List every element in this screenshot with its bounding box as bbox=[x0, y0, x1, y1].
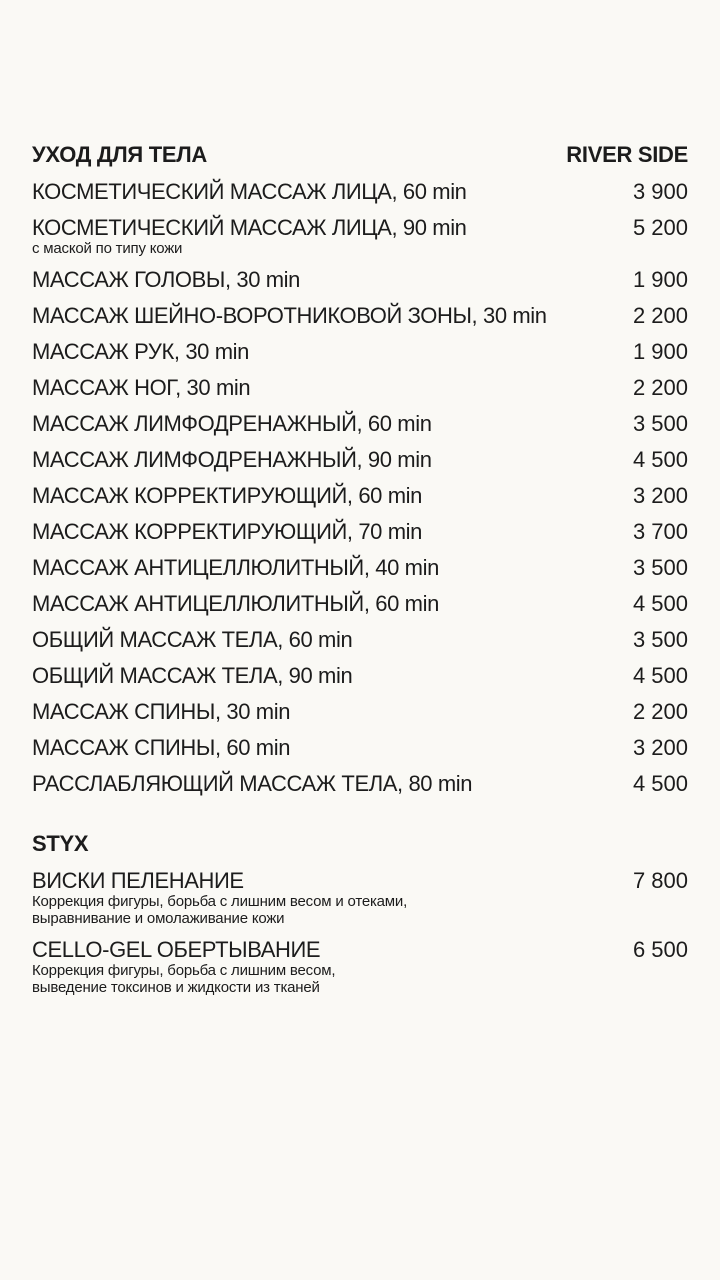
menu-item bbox=[32, 869, 688, 928]
menu-item bbox=[32, 376, 688, 399]
menu-item-price: 7 800 bbox=[632, 867, 688, 893]
section-header bbox=[32, 143, 688, 166]
menu-item bbox=[32, 304, 688, 327]
menu-item-name: МАССАЖ ЛИМФОДРЕНАЖНЫЙ, 60 min bbox=[32, 410, 432, 436]
menu-item bbox=[32, 556, 688, 579]
menu-item bbox=[32, 340, 688, 363]
menu-item-note-line: выравнивание и омолаживание кожи bbox=[32, 910, 285, 927]
menu-item bbox=[32, 448, 688, 471]
menu-item-name: МАССАЖ КОРРЕКТИРУЮЩИЙ, 70 min bbox=[32, 518, 422, 544]
menu-item-price: 2 200 bbox=[632, 302, 688, 328]
menu-item-price: 3 700 bbox=[632, 518, 688, 544]
section-title: УХОД ДЛЯ ТЕЛА bbox=[32, 142, 207, 167]
price-column-header: RIVER SIDE bbox=[566, 142, 688, 167]
menu-item-name: МАССАЖ НОГ, 30 min bbox=[32, 374, 251, 400]
menu-item-name: МАССАЖ СПИНЫ, 60 min bbox=[32, 734, 291, 760]
menu-item-name: МАССАЖ ГОЛОВЫ, 30 min bbox=[32, 266, 301, 292]
menu-item-note-line: Коррекция фигуры, борьба с лишним весом, bbox=[32, 961, 336, 979]
menu-item-price: 5 200 bbox=[632, 215, 688, 240]
menu-item bbox=[32, 412, 688, 435]
menu-item-name: МАССАЖ АНТИЦЕЛЛЮЛИТНЫЙ, 40 min bbox=[32, 554, 439, 580]
menu-item-name: ОБЩИЙ МАССАЖ ТЕЛА, 90 min bbox=[32, 662, 353, 688]
section-title: STYX bbox=[32, 830, 89, 856]
menu-item-name: ВИСКИ ПЕЛЕНАНИЕ bbox=[32, 867, 244, 893]
menu-item-name: МАССАЖ СПИНЫ, 30 min bbox=[32, 698, 291, 724]
menu-item bbox=[32, 520, 688, 543]
menu-item bbox=[32, 772, 688, 795]
section-styx bbox=[32, 832, 688, 997]
menu-item-price: 4 500 bbox=[632, 446, 688, 472]
menu-item-name: МАССАЖ РУК, 30 min bbox=[32, 338, 249, 364]
menu-item-price: 3 500 bbox=[632, 410, 688, 436]
menu-item bbox=[32, 938, 688, 997]
menu-item-price: 4 500 bbox=[632, 662, 688, 688]
menu-item-note-line: с маской по типу кожи bbox=[32, 240, 183, 257]
menu-item bbox=[32, 736, 688, 759]
menu-item bbox=[32, 484, 688, 507]
menu-item bbox=[32, 700, 688, 723]
menu-item bbox=[32, 216, 688, 258]
menu-item-name: КОСМЕТИЧЕСКИЙ МАССАЖ ЛИЦА, 60 min bbox=[32, 179, 467, 204]
menu-item bbox=[32, 180, 688, 203]
menu-item-name: РАССЛАБЛЯЮЩИЙ МАССАЖ ТЕЛА, 80 min bbox=[32, 770, 473, 796]
menu-item-note bbox=[32, 962, 688, 997]
menu-item bbox=[32, 268, 688, 291]
menu-item-price: 6 500 bbox=[632, 936, 688, 962]
menu-item-note bbox=[32, 240, 688, 258]
menu-item-name: CELLO-GEL ОБЕРТЫВАНИЕ bbox=[32, 936, 321, 962]
menu-item-name: МАССАЖ ШЕЙНО-ВОРОТНИКОВОЙ ЗОНЫ, 30 min bbox=[32, 302, 547, 328]
menu-item bbox=[32, 592, 688, 615]
menu-item-note bbox=[32, 893, 688, 928]
menu-item bbox=[32, 664, 688, 687]
menu-item-name: МАССАЖ ЛИМФОДРЕНАЖНЫЙ, 90 min bbox=[32, 446, 432, 472]
menu-item-price: 3 200 bbox=[632, 482, 688, 508]
menu-item-note-line: выведение токсинов и жидкости из тканей bbox=[32, 979, 320, 996]
menu-item-name: МАССАЖ КОРРЕКТИРУЮЩИЙ, 60 min bbox=[32, 482, 422, 508]
menu-item-price: 4 500 bbox=[632, 590, 688, 616]
menu-item-name: ОБЩИЙ МАССАЖ ТЕЛА, 60 min bbox=[32, 626, 353, 652]
menu-item-note-line: Коррекция фигуры, борьба с лишним весом и отеками, bbox=[32, 892, 408, 910]
menu-item-price: 1 900 bbox=[632, 338, 688, 364]
section-body-care bbox=[32, 143, 688, 795]
menu-item-price: 1 900 bbox=[632, 266, 688, 292]
menu-item-name: КОСМЕТИЧЕСКИЙ МАССАЖ ЛИЦА, 90 min bbox=[32, 215, 467, 240]
menu-item-price: 3 500 bbox=[632, 554, 688, 580]
menu-item-name: МАССАЖ АНТИЦЕЛЛЮЛИТНЫЙ, 60 min bbox=[32, 590, 439, 616]
menu-item-price: 4 500 bbox=[632, 770, 688, 796]
menu-item-price: 3 900 bbox=[632, 179, 688, 204]
menu-item-price: 3 200 bbox=[632, 734, 688, 760]
menu-item bbox=[32, 628, 688, 651]
menu-item-price: 2 200 bbox=[632, 374, 688, 400]
section-header bbox=[32, 832, 688, 855]
menu-item-price: 2 200 bbox=[632, 698, 688, 724]
menu-item-price: 3 500 bbox=[632, 626, 688, 652]
